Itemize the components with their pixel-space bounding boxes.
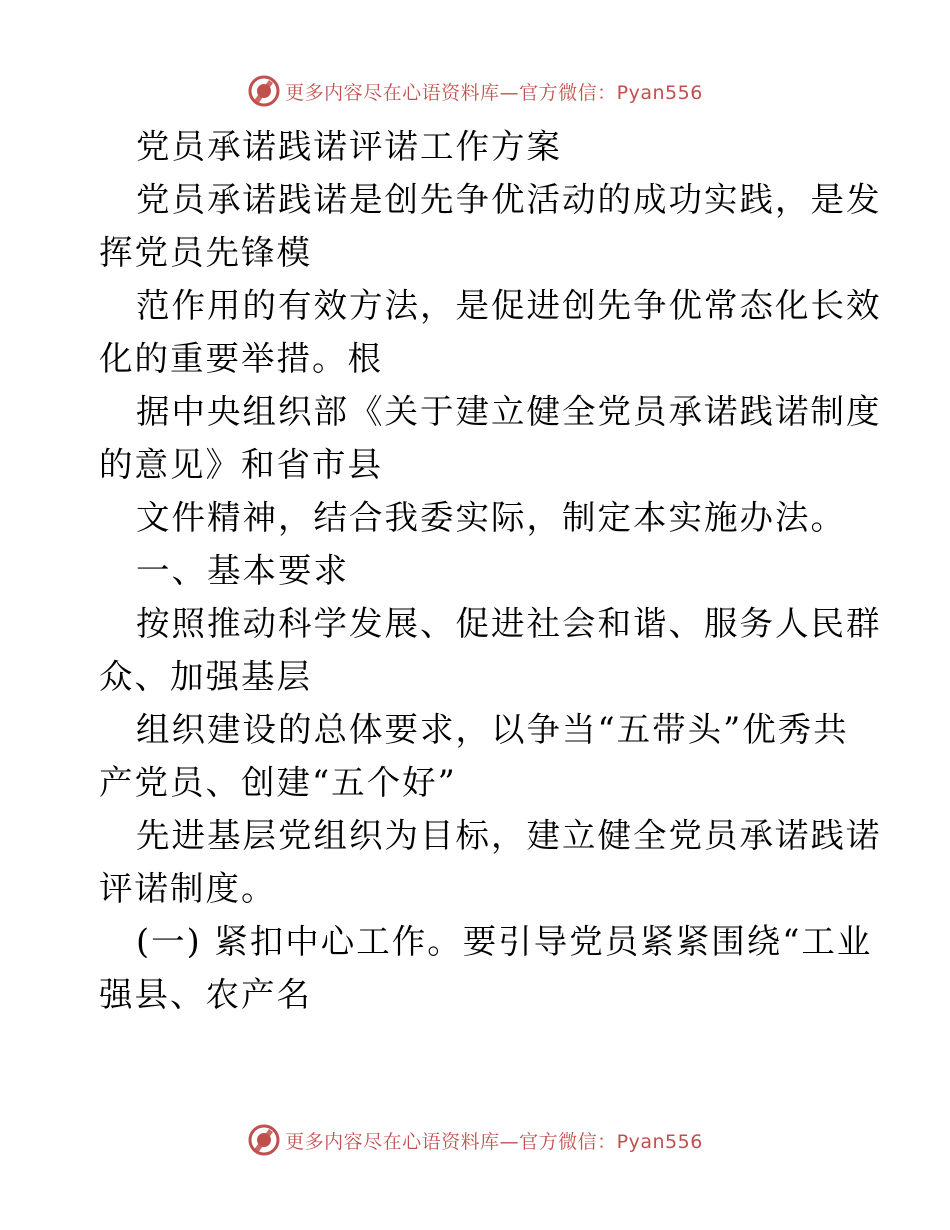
text-line: 评诺制度。 (99, 869, 277, 908)
header-watermark (0, 71, 950, 111)
text-line: 一、基本要求 (136, 551, 349, 590)
text-line: 据中央组织部《关于建立健全党员承诺践诺制度 (136, 392, 882, 431)
watermark-text: 更多内容尽在心语资料库—官方微信：Pyan556 (285, 1130, 703, 1153)
brand-logo-icon (247, 74, 281, 108)
text-line: 产党员、创建“五个好” (99, 763, 457, 802)
watermark-text: 更多内容尽在心语资料库—官方微信：Pyan556 (285, 81, 703, 104)
text-line: 强县、农产名 (99, 975, 312, 1014)
text-line: 党员承诺践诺是创先争优活动的成功实践，是发 (136, 180, 882, 219)
text-line: (一) 紧扣中心工作。要引导党员紧紧围绕“工业 (136, 922, 873, 961)
text-line: 范作用的有效方法，是促进创先争优常态化长效 (136, 286, 882, 325)
text-line: 的意见》和省市县 (99, 445, 383, 484)
text-line: 化的重要举措。根 (99, 339, 383, 378)
text-line: 先进基层党组织为目标，建立健全党员承诺践诺 (136, 816, 882, 855)
text-line: 文件精神，结合我委实际，制定本实施办法。 (136, 498, 846, 537)
text-line: 众、加强基层 (99, 657, 312, 696)
brand-logo-icon (247, 1123, 281, 1157)
document-body (99, 120, 882, 1021)
text-line: 组织建设的总体要求，以争当“五带头”优秀共 (136, 710, 849, 749)
text-line: 党员承诺践诺评诺工作方案 (136, 127, 562, 166)
text-line: 按照推动科学发展、促进社会和谐、服务人民群 (136, 604, 882, 643)
text-line: 挥党员先锋模 (99, 233, 312, 272)
footer-watermark (0, 1120, 950, 1160)
